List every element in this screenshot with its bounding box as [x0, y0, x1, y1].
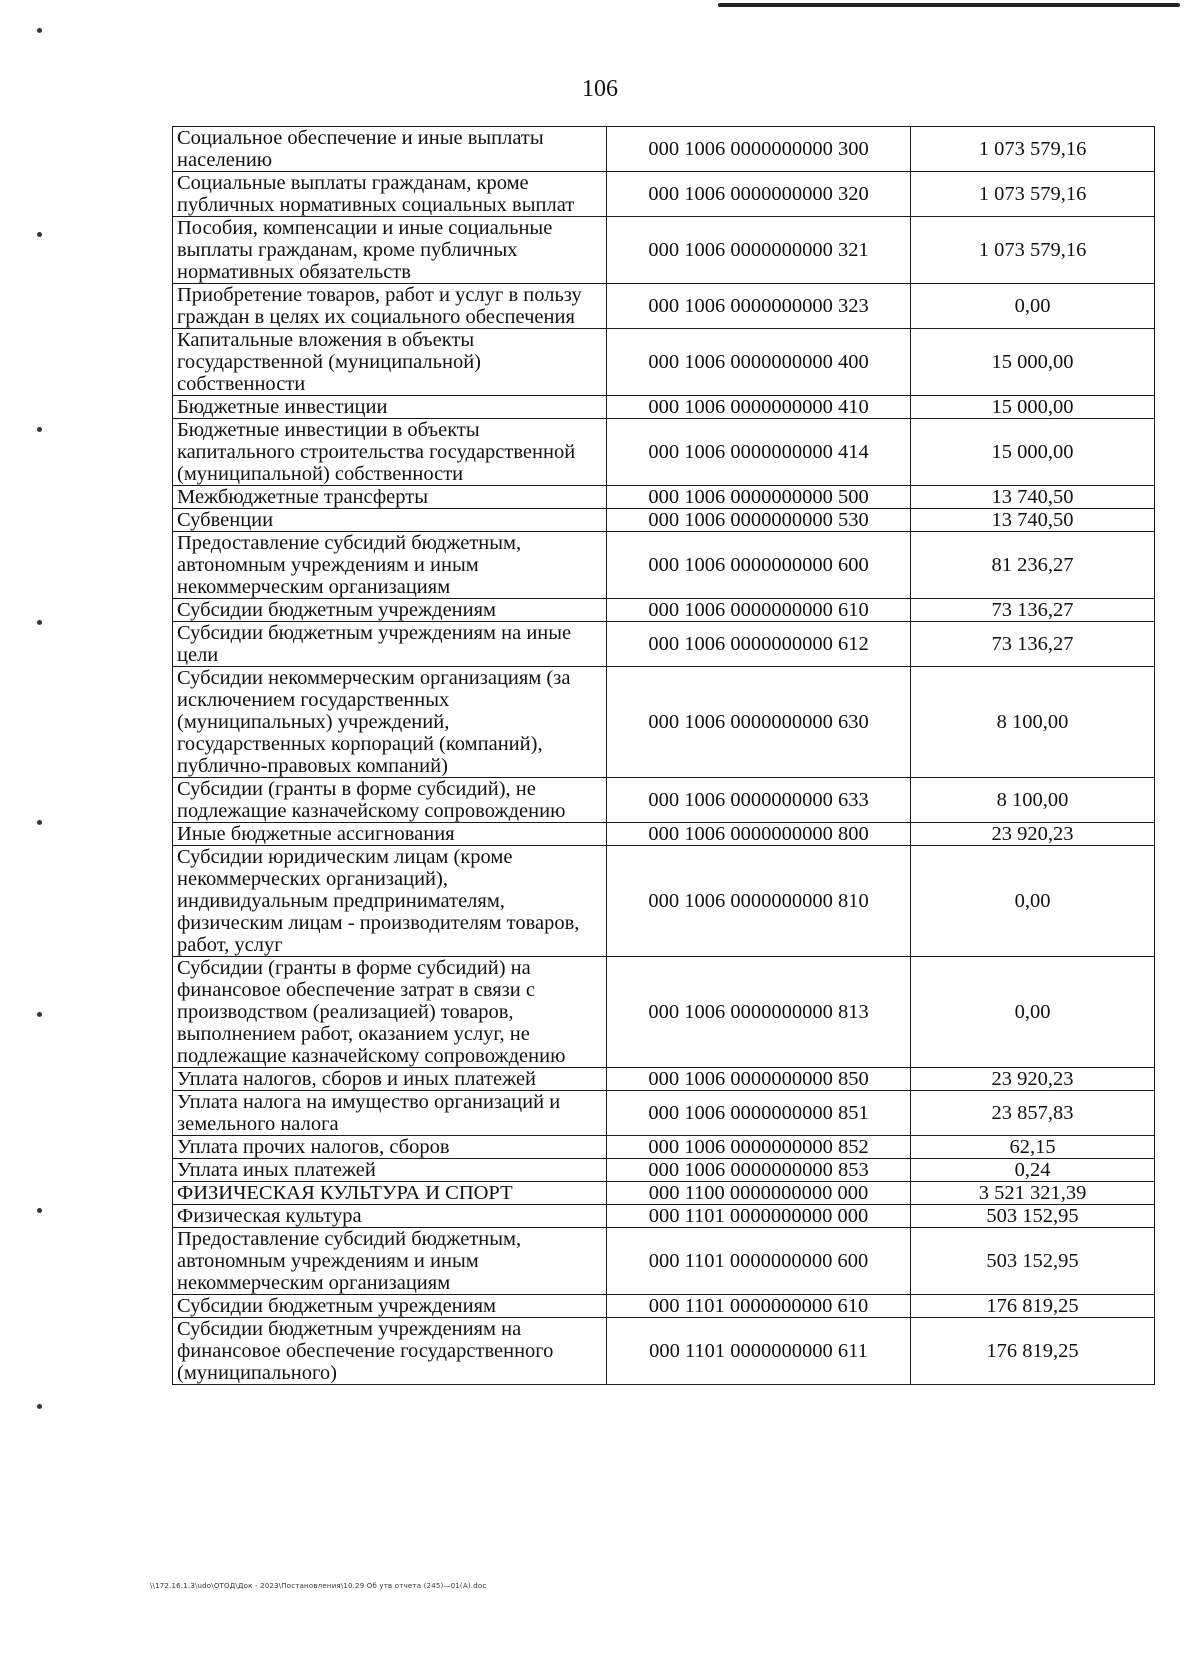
- table-row: [173, 1318, 1155, 1385]
- row-code-cell: 000 1006 0000000000 850: [607, 1068, 911, 1091]
- row-amount-cell: 15 000,00: [911, 329, 1155, 396]
- row-code-cell: 000 1006 0000000000 530: [607, 509, 911, 532]
- row-amount-cell: 13 740,50: [911, 509, 1155, 532]
- row-code-cell: 000 1006 0000000000 852: [607, 1136, 911, 1159]
- margin-mark: [37, 620, 42, 625]
- row-name-cell: Физическая культура: [173, 1205, 607, 1228]
- row-amount-cell: 73 136,27: [911, 622, 1155, 667]
- table-row: [173, 1182, 1155, 1205]
- table-row: [173, 778, 1155, 823]
- table-row: [173, 667, 1155, 778]
- margin-mark: [37, 232, 42, 237]
- row-amount-cell: 0,00: [911, 846, 1155, 957]
- table-row: [173, 1228, 1155, 1295]
- row-amount-cell: 1 073 579,16: [911, 127, 1155, 172]
- row-code-cell: 000 1006 0000000000 410: [607, 396, 911, 419]
- row-code-cell: 000 1101 0000000000 611: [607, 1318, 911, 1385]
- row-code-cell: 000 1006 0000000000 813: [607, 957, 911, 1068]
- row-code-cell: 000 1006 0000000000 600: [607, 532, 911, 599]
- row-amount-cell: 503 152,95: [911, 1205, 1155, 1228]
- row-amount-cell: 3 521 321,39: [911, 1182, 1155, 1205]
- row-name-cell: Предоставление субсидий бюджетным, автономным учреждениям и иным некоммерческим организациям: [173, 1228, 607, 1295]
- row-code-cell: 000 1006 0000000000 610: [607, 599, 911, 622]
- row-amount-cell: 176 819,25: [911, 1295, 1155, 1318]
- table-row: [173, 396, 1155, 419]
- top-scan-line: [718, 3, 1180, 7]
- table-row: [173, 846, 1155, 957]
- row-name-cell: Субсидии (гранты в форме субсидий) на финансовое обеспечение затрат в связи с производством (реализацией) товаров, выполнением работ, оказанием услуг, не подлежащие казначейскому сопровождению: [173, 957, 607, 1068]
- row-name-cell: Бюджетные инвестиции: [173, 396, 607, 419]
- row-name-cell: Социальное обеспечение и иные выплаты населению: [173, 127, 607, 172]
- table-row: [173, 217, 1155, 284]
- row-name-cell: Уплата налога на имущество организаций и земельного налога: [173, 1091, 607, 1136]
- row-code-cell: 000 1006 0000000000 323: [607, 284, 911, 329]
- row-code-cell: 000 1101 0000000000 610: [607, 1295, 911, 1318]
- margin-mark: [37, 1404, 42, 1409]
- row-code-cell: 000 1006 0000000000 853: [607, 1159, 911, 1182]
- table-row: [173, 172, 1155, 217]
- budget-table: [172, 126, 1155, 1385]
- margin-mark: [37, 1012, 42, 1017]
- row-name-cell: Субсидии (гранты в форме субсидий), не подлежащие казначейскому сопровождению: [173, 778, 607, 823]
- row-amount-cell: 81 236,27: [911, 532, 1155, 599]
- row-amount-cell: 0,24: [911, 1159, 1155, 1182]
- row-name-cell: Субсидии бюджетным учреждениям: [173, 599, 607, 622]
- table-row: [173, 509, 1155, 532]
- row-name-cell: Межбюджетные трансферты: [173, 486, 607, 509]
- table-row: [173, 823, 1155, 846]
- table-row: [173, 1136, 1155, 1159]
- row-code-cell: 000 1006 0000000000 612: [607, 622, 911, 667]
- table-row: [173, 957, 1155, 1068]
- margin-mark: [37, 427, 42, 432]
- budget-table-body: [173, 127, 1155, 1385]
- row-name-cell: ФИЗИЧЕСКАЯ КУЛЬТУРА И СПОРТ: [173, 1182, 607, 1205]
- row-amount-cell: 73 136,27: [911, 599, 1155, 622]
- row-code-cell: 000 1006 0000000000 800: [607, 823, 911, 846]
- row-amount-cell: 23 920,23: [911, 1068, 1155, 1091]
- row-code-cell: 000 1006 0000000000 414: [607, 419, 911, 486]
- row-code-cell: 000 1006 0000000000 400: [607, 329, 911, 396]
- margin-mark: [37, 820, 42, 825]
- table-row: [173, 1068, 1155, 1091]
- row-amount-cell: 8 100,00: [911, 667, 1155, 778]
- row-name-cell: Капитальные вложения в объекты государственной (муниципальной) собственности: [173, 329, 607, 396]
- margin-mark: [37, 1208, 42, 1213]
- row-code-cell: 000 1006 0000000000 320: [607, 172, 911, 217]
- row-code-cell: 000 1006 0000000000 851: [607, 1091, 911, 1136]
- row-amount-cell: 15 000,00: [911, 396, 1155, 419]
- row-name-cell: Социальные выплаты гражданам, кроме публичных нормативных социальных выплат: [173, 172, 607, 217]
- row-code-cell: 000 1006 0000000000 810: [607, 846, 911, 957]
- row-code-cell: 000 1006 0000000000 300: [607, 127, 911, 172]
- table-row: [173, 622, 1155, 667]
- row-code-cell: 000 1101 0000000000 000: [607, 1205, 911, 1228]
- row-name-cell: Субсидии бюджетным учреждениям: [173, 1295, 607, 1318]
- row-amount-cell: 8 100,00: [911, 778, 1155, 823]
- row-name-cell: Субвенции: [173, 509, 607, 532]
- row-amount-cell: 0,00: [911, 957, 1155, 1068]
- row-amount-cell: 1 073 579,16: [911, 172, 1155, 217]
- row-code-cell: 000 1101 0000000000 600: [607, 1228, 911, 1295]
- row-amount-cell: 176 819,25: [911, 1318, 1155, 1385]
- table-row: [173, 329, 1155, 396]
- row-amount-cell: 15 000,00: [911, 419, 1155, 486]
- row-name-cell: Субсидии юридическим лицам (кроме некоммерческих организаций), индивидуальным предпринимателям, физическим лицам - производителям товаров, работ, услуг: [173, 846, 607, 957]
- row-name-cell: Уплата иных платежей: [173, 1159, 607, 1182]
- table-row: [173, 1091, 1155, 1136]
- margin-mark: [37, 28, 42, 33]
- table-row: [173, 127, 1155, 172]
- page-number: 106: [582, 76, 618, 102]
- row-name-cell: Субсидии бюджетным учреждениям на финансовое обеспечение государственного (муниципального): [173, 1318, 607, 1385]
- row-code-cell: 000 1100 0000000000 000: [607, 1182, 911, 1205]
- row-amount-cell: 1 073 579,16: [911, 217, 1155, 284]
- row-amount-cell: 62,15: [911, 1136, 1155, 1159]
- table-row: [173, 532, 1155, 599]
- row-amount-cell: 23 920,23: [911, 823, 1155, 846]
- row-name-cell: Приобретение товаров, работ и услуг в пользу граждан в целях их социального обеспечения: [173, 284, 607, 329]
- row-name-cell: Уплата налогов, сборов и иных платежей: [173, 1068, 607, 1091]
- table-row: [173, 599, 1155, 622]
- table-row: [173, 284, 1155, 329]
- row-amount-cell: 503 152,95: [911, 1228, 1155, 1295]
- row-name-cell: Предоставление субсидий бюджетным, автономным учреждениям и иным некоммерческим организациям: [173, 532, 607, 599]
- row-code-cell: 000 1006 0000000000 630: [607, 667, 911, 778]
- row-amount-cell: 13 740,50: [911, 486, 1155, 509]
- row-name-cell: Пособия, компенсации и иные социальные выплаты гражданам, кроме публичных нормативных обязательств: [173, 217, 607, 284]
- row-code-cell: 000 1006 0000000000 500: [607, 486, 911, 509]
- table-row: [173, 1205, 1155, 1228]
- table-row: [173, 1295, 1155, 1318]
- row-name-cell: Бюджетные инвестиции в объекты капитального строительства государственной (муниципальной) собственности: [173, 419, 607, 486]
- table-row: [173, 419, 1155, 486]
- footer-file-path: \\172.16.1.3\udo\ОТОД\Док - 2023\Постановления\10.29 Об утв отчета (245)—01(А).doc: [150, 1582, 487, 1590]
- row-code-cell: 000 1006 0000000000 321: [607, 217, 911, 284]
- row-name-cell: Субсидии некоммерческим организациям (за исключением государственных (муниципальных) учреждений, государственных корпораций (компаний), публично-правовых компаний): [173, 667, 607, 778]
- row-name-cell: Уплата прочих налогов, сборов: [173, 1136, 607, 1159]
- row-name-cell: Субсидии бюджетным учреждениям на иные цели: [173, 622, 607, 667]
- table-row: [173, 1159, 1155, 1182]
- row-amount-cell: 0,00: [911, 284, 1155, 329]
- table-row: [173, 486, 1155, 509]
- row-name-cell: Иные бюджетные ассигнования: [173, 823, 607, 846]
- row-amount-cell: 23 857,83: [911, 1091, 1155, 1136]
- row-code-cell: 000 1006 0000000000 633: [607, 778, 911, 823]
